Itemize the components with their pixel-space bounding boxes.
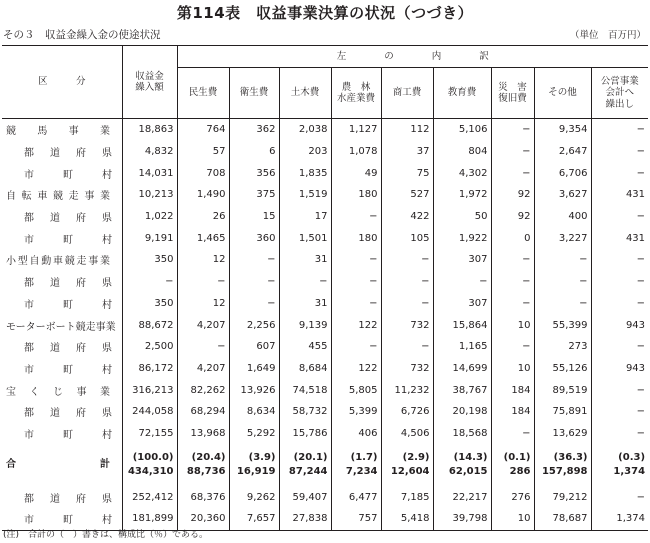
cell-value: − <box>636 146 646 158</box>
header-col-4: 商工費 <box>381 68 433 119</box>
cell-value: 1,501 <box>279 227 331 249</box>
cell-value: − <box>433 271 491 293</box>
header-col-3: 農 林 水産業費 <box>331 68 381 119</box>
table-row <box>2 184 648 206</box>
cell-value: 362 <box>229 119 279 141</box>
cell-value: 49 <box>331 162 381 184</box>
cell-value: (20.1) 87,244 <box>279 444 331 486</box>
table-row <box>2 336 648 358</box>
row-label: 都道府県 <box>2 336 122 358</box>
cell-value: 431 <box>625 189 646 201</box>
cell-value: 316,213 <box>122 379 177 401</box>
cell-value: 732 <box>381 314 433 336</box>
cell-value: 50 <box>433 206 491 228</box>
cell-value: − <box>491 423 534 445</box>
cell-value: 15,786 <box>279 423 331 445</box>
cell-value: 38,767 <box>433 379 491 401</box>
usage-table <box>2 45 648 531</box>
cell-value: 350 <box>122 293 177 315</box>
cell-value: 14,031 <box>122 162 177 184</box>
cell-value: (36.3) 157,898 <box>534 444 591 486</box>
cell-value: 943 <box>625 319 646 331</box>
cell-value: 1,835 <box>279 162 331 184</box>
cell-value: 607 <box>229 336 279 358</box>
cell-value: 105 <box>381 227 433 249</box>
cell-value: 79,212 <box>534 486 591 508</box>
cell-value: 0 <box>491 227 534 249</box>
cell-value: 9,262 <box>229 486 279 508</box>
cell-value: 6,706 <box>534 162 591 184</box>
cell-value: − <box>636 167 646 179</box>
cell-value: 8,634 <box>229 401 279 423</box>
cell-value: 4,207 <box>177 358 229 380</box>
cell-value: 75 <box>381 162 433 184</box>
cell-value: (1.7) 7,234 <box>331 444 381 486</box>
row-label: 自転車競走事業 <box>2 184 122 206</box>
table-row <box>2 423 648 445</box>
table-row <box>2 271 648 293</box>
cell-value: 112 <box>381 119 433 141</box>
cell-value: − <box>636 491 646 503</box>
cell-value: 527 <box>381 184 433 206</box>
cell-value: 82,262 <box>177 379 229 401</box>
cell-value: (2.9) 12,604 <box>381 444 433 486</box>
cell-value: 57 <box>177 141 229 163</box>
cell-value: (14.3) 62,015 <box>433 444 491 486</box>
cell-value: 27,838 <box>279 508 331 530</box>
cell-value: 1,374 <box>591 508 648 530</box>
cell-value: − <box>636 297 646 309</box>
cell-value: 356 <box>229 162 279 184</box>
cell-value: − <box>229 249 279 271</box>
cell-value: 1,972 <box>433 184 491 206</box>
cell-value: 422 <box>381 206 433 228</box>
cell-value: 92 <box>491 184 534 206</box>
row-label: モーターボート競走事業 <box>2 314 122 336</box>
table-row <box>2 401 648 423</box>
cell-value: 31 <box>279 249 331 271</box>
cell-value: 3,627 <box>534 184 591 206</box>
table-row <box>2 249 648 271</box>
cell-value: 68,294 <box>177 401 229 423</box>
cell-value: − <box>636 406 646 418</box>
cell-value: 1,490 <box>177 184 229 206</box>
cell-value: − <box>636 341 646 353</box>
cell-value: 273 <box>534 336 591 358</box>
cell-value: 55,126 <box>534 358 591 380</box>
cell-value: 360 <box>229 227 279 249</box>
cell-value: 72,155 <box>122 423 177 445</box>
cell-value: − <box>491 141 534 163</box>
cell-value: 9,354 <box>534 119 591 141</box>
row-label: 都道府県 <box>2 206 122 228</box>
cell-value: − <box>331 293 381 315</box>
cell-value: − <box>636 276 646 288</box>
cell-value: 75,891 <box>534 401 591 423</box>
cell-value: (20.4) 88,736 <box>177 444 229 486</box>
cell-value: − <box>229 293 279 315</box>
header-transfer: 収益金 繰入額 <box>122 46 177 119</box>
cell-value: 86,172 <box>122 358 177 380</box>
row-label: 市町村 <box>2 423 122 445</box>
cell-value: − <box>381 336 433 358</box>
cell-value: 68,376 <box>177 486 229 508</box>
row-label: 合 計 <box>2 444 122 486</box>
cell-value: 5,292 <box>229 423 279 445</box>
cell-value: 307 <box>433 249 491 271</box>
header-col-6: 災 害 復旧費 <box>491 68 534 119</box>
cell-value: 18,568 <box>433 423 491 445</box>
cell-value: 22,217 <box>433 486 491 508</box>
page-title: 第114表 収益事業決算の状況（つづき） <box>176 4 474 22</box>
cell-value: 122 <box>331 358 381 380</box>
cell-value: 5,399 <box>331 401 381 423</box>
row-label: 都道府県 <box>2 486 122 508</box>
cell-value: − <box>491 162 534 184</box>
cell-value: − <box>491 293 534 315</box>
table-row <box>2 227 648 249</box>
cell-value: 2,647 <box>534 141 591 163</box>
cell-value: 5,418 <box>381 508 433 530</box>
cell-value: 1,022 <box>122 206 177 228</box>
header-col-2: 土木費 <box>279 68 331 119</box>
row-label: 市町村 <box>2 162 122 184</box>
cell-value: 406 <box>331 423 381 445</box>
cell-value: 276 <box>491 486 534 508</box>
cell-value: (0.3) 1,374 <box>613 452 646 478</box>
cell-value: 757 <box>331 508 381 530</box>
cell-value: 6,477 <box>331 486 381 508</box>
cell-value: 4,302 <box>433 162 491 184</box>
cell-value: 4,832 <box>122 141 177 163</box>
cell-value: 244,058 <box>122 401 177 423</box>
header-col-7: その他 <box>534 68 591 119</box>
cell-value: − <box>331 271 381 293</box>
row-label: 都道府県 <box>2 401 122 423</box>
cell-value: 764 <box>177 119 229 141</box>
cell-value: 9,191 <box>122 227 177 249</box>
table-subtitle: その３ 収益金繰入金の使途状況 <box>3 29 161 41</box>
cell-value: 11,232 <box>381 379 433 401</box>
cell-value: 1,127 <box>331 119 381 141</box>
cell-value: 2,256 <box>229 314 279 336</box>
cell-value: 1,165 <box>433 336 491 358</box>
cell-value: 10 <box>491 508 534 530</box>
cell-value: 13,629 <box>534 423 591 445</box>
cell-value: 37 <box>381 141 433 163</box>
cell-value: 455 <box>279 336 331 358</box>
header-col-5: 教育費 <box>433 68 491 119</box>
cell-value: 20,198 <box>433 401 491 423</box>
cell-value: 17 <box>279 206 331 228</box>
table-row <box>2 486 648 508</box>
cell-value: − <box>491 249 534 271</box>
table-row <box>2 379 648 401</box>
cell-value: 13,926 <box>229 379 279 401</box>
cell-value: 122 <box>331 314 381 336</box>
cell-value: (0.1) 286 <box>491 444 534 486</box>
cell-value: 4,506 <box>381 423 433 445</box>
cell-value: 8,684 <box>279 358 331 380</box>
cell-value: 6 <box>229 141 279 163</box>
cell-value: 2,500 <box>122 336 177 358</box>
cell-value: 13,968 <box>177 423 229 445</box>
cell-value: 12 <box>177 249 229 271</box>
cell-value: − <box>177 336 229 358</box>
cell-value: − <box>636 427 646 439</box>
row-label: 市町村 <box>2 508 122 530</box>
unit-label: （単位 百万円） <box>569 30 646 41</box>
cell-value: 400 <box>534 206 591 228</box>
cell-value: 6,726 <box>381 401 433 423</box>
cell-value: 18,863 <box>122 119 177 141</box>
cell-value: 431 <box>625 232 646 244</box>
cell-value: 1,465 <box>177 227 229 249</box>
row-label: 都道府県 <box>2 271 122 293</box>
cell-value: − <box>491 336 534 358</box>
row-label: 市町村 <box>2 358 122 380</box>
cell-value: 15,864 <box>433 314 491 336</box>
cell-value: − <box>636 254 646 266</box>
header-breakdown: 左 の 内 訳 <box>177 46 648 68</box>
cell-value: − <box>534 293 591 315</box>
table-row <box>2 314 648 336</box>
cell-value: − <box>381 271 433 293</box>
cell-value: 7,185 <box>381 486 433 508</box>
cell-value: 3,227 <box>534 227 591 249</box>
cell-value: 74,518 <box>279 379 331 401</box>
cell-value: 26 <box>177 206 229 228</box>
cell-value: − <box>636 384 646 396</box>
table-row <box>2 162 648 184</box>
row-label: 市町村 <box>2 293 122 315</box>
cell-value: 14,699 <box>433 358 491 380</box>
header-col-8: 公営事業 会計へ 繰出し <box>591 68 648 119</box>
cell-value: 59,407 <box>279 486 331 508</box>
table-row <box>2 358 648 380</box>
table-row <box>2 206 648 228</box>
cell-value: − <box>331 249 381 271</box>
cell-value: − <box>331 206 381 228</box>
cell-value: − <box>229 271 279 293</box>
cell-value: (100.0) 434,310 <box>122 444 177 486</box>
cell-value: 307 <box>433 293 491 315</box>
cell-value: − <box>636 211 646 223</box>
cell-value: − <box>491 119 534 141</box>
cell-value: 708 <box>177 162 229 184</box>
cell-value: 252,412 <box>122 486 177 508</box>
cell-value: 58,732 <box>279 401 331 423</box>
cell-value: 732 <box>381 358 433 380</box>
cell-value: 181,899 <box>122 508 177 530</box>
cell-value: − <box>279 271 331 293</box>
cell-value: 184 <box>491 379 534 401</box>
cell-value: 39,798 <box>433 508 491 530</box>
cell-value: 15 <box>229 206 279 228</box>
cell-value: 9,139 <box>279 314 331 336</box>
header-col-1: 衛生費 <box>229 68 279 119</box>
cell-value: − <box>122 271 177 293</box>
cell-value: − <box>636 124 646 136</box>
row-label: 宝くじ事業 <box>2 379 122 401</box>
cell-value: − <box>381 249 433 271</box>
cell-value: 184 <box>491 401 534 423</box>
cell-value: 2,038 <box>279 119 331 141</box>
cell-value: − <box>381 293 433 315</box>
cell-value: 12 <box>177 293 229 315</box>
cell-value: − <box>177 271 229 293</box>
cell-value: 10 <box>491 358 534 380</box>
table-row <box>2 119 648 141</box>
cell-value: − <box>491 271 534 293</box>
row-label: 競馬事業 <box>2 119 122 141</box>
header-category: 区 分 <box>2 46 122 119</box>
cell-value: − <box>331 336 381 358</box>
cell-value: 1,922 <box>433 227 491 249</box>
cell-value: 89,519 <box>534 379 591 401</box>
cell-value: 92 <box>491 206 534 228</box>
table-row <box>2 141 648 163</box>
cell-value: 804 <box>433 141 491 163</box>
row-label: 小型自動車競走事業 <box>2 249 122 271</box>
cell-value: 7,657 <box>229 508 279 530</box>
cell-value: 10,213 <box>122 184 177 206</box>
cell-value: 78,687 <box>534 508 591 530</box>
cell-value: − <box>534 249 591 271</box>
cell-value: − <box>534 271 591 293</box>
table-row <box>2 293 648 315</box>
cell-value: 350 <box>122 249 177 271</box>
row-label: 都道府県 <box>2 141 122 163</box>
cell-value: 375 <box>229 184 279 206</box>
cell-value: 20,360 <box>177 508 229 530</box>
cell-value: 180 <box>331 184 381 206</box>
cell-value: 1,649 <box>229 358 279 380</box>
cell-value: 4,207 <box>177 314 229 336</box>
row-label: 市町村 <box>2 227 122 249</box>
cell-value: 180 <box>331 227 381 249</box>
cell-value: 55,399 <box>534 314 591 336</box>
cell-value: 1,519 <box>279 184 331 206</box>
cell-value: 88,672 <box>122 314 177 336</box>
cell-value: 10 <box>491 314 534 336</box>
cell-value: 203 <box>279 141 331 163</box>
total-row <box>2 444 648 486</box>
cell-value: (3.9) 16,919 <box>229 444 279 486</box>
footnote: (注) 合計の（ ）書きは、構成比（％）である。 <box>3 530 209 540</box>
cell-value: 5,805 <box>331 379 381 401</box>
cell-value: 5,106 <box>433 119 491 141</box>
cell-value: 1,078 <box>331 141 381 163</box>
cell-value: 943 <box>625 362 646 374</box>
header-col-0: 民生費 <box>177 68 229 119</box>
cell-value: 31 <box>279 293 331 315</box>
